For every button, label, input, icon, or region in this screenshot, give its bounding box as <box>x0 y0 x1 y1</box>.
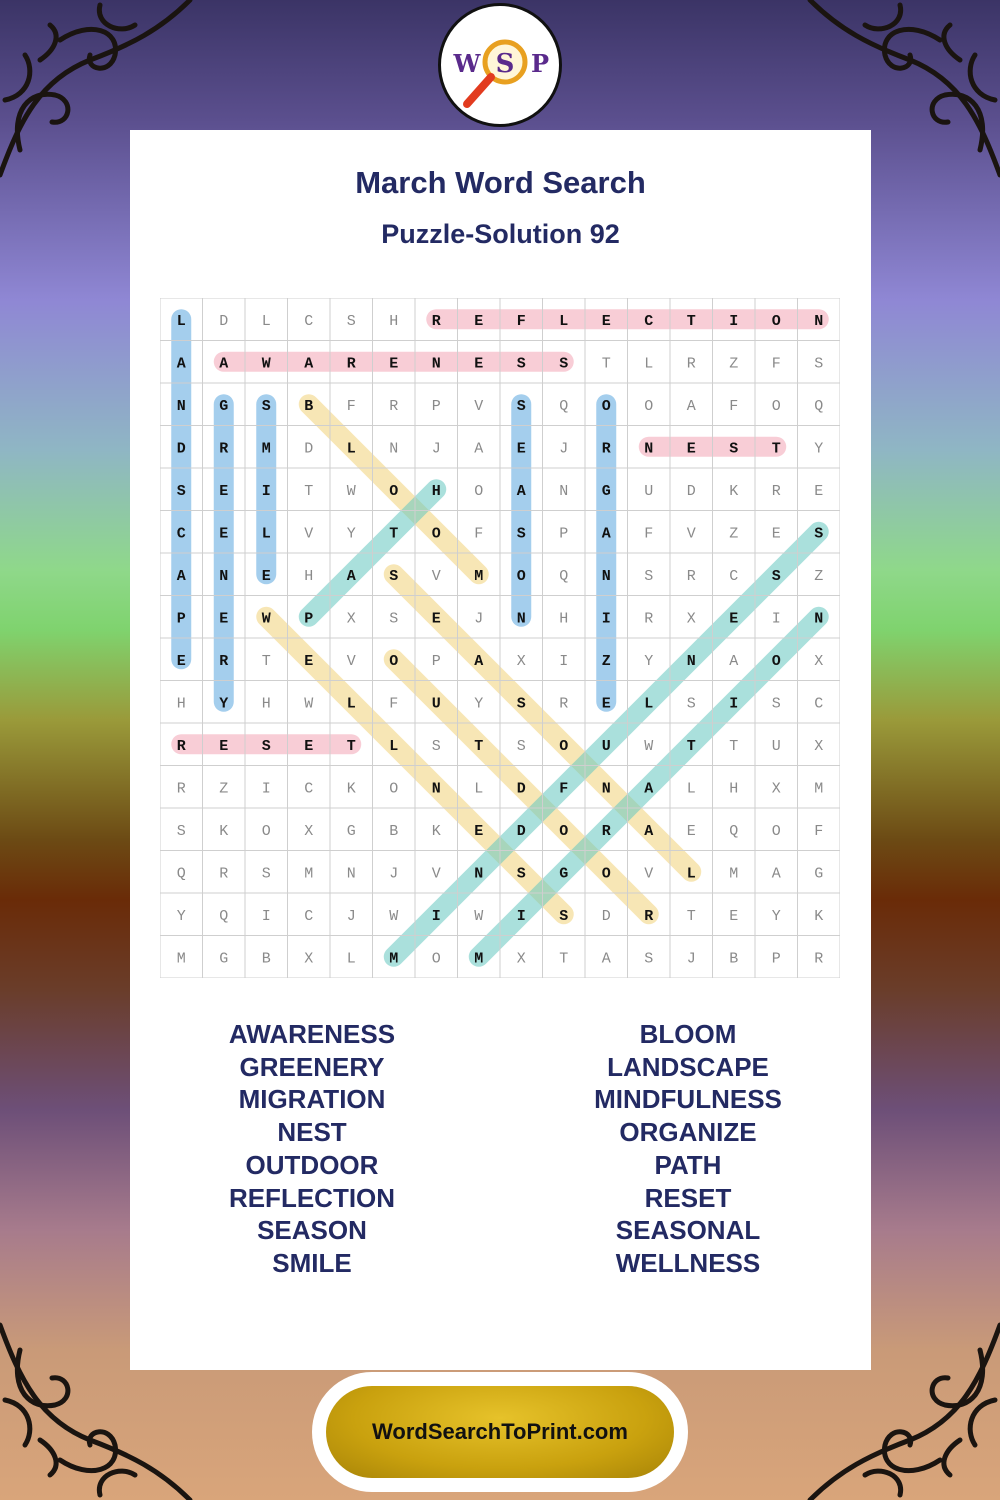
grid-cell[interactable]: S <box>176 822 186 840</box>
grid-cell[interactable]: X <box>516 950 526 968</box>
grid-cell[interactable]: X <box>771 780 781 798</box>
grid-cell[interactable]: J <box>686 950 696 968</box>
grid-cell[interactable]: N <box>644 440 654 458</box>
grid-cell[interactable]: E <box>304 652 314 670</box>
grid-cell[interactable]: O <box>771 652 781 670</box>
logo-letter-w: W <box>453 49 481 78</box>
word-list-item: MIGRATION <box>238 1084 386 1115</box>
grid-cell[interactable]: S <box>814 355 824 373</box>
grid-cell[interactable]: A <box>601 525 611 543</box>
grid-cell[interactable]: F <box>644 525 654 543</box>
grid-cell[interactable]: E <box>601 695 611 713</box>
grid-cell[interactable]: E <box>771 525 781 543</box>
grid-cell[interactable]: S <box>261 865 271 883</box>
word-list-right <box>503 1018 873 1280</box>
grid-cell[interactable]: A <box>219 355 229 373</box>
grid-cell[interactable]: N <box>431 355 441 373</box>
grid-cell[interactable]: U <box>771 737 781 755</box>
grid-cell[interactable]: M <box>729 865 739 883</box>
grid-cell[interactable]: X <box>686 610 696 628</box>
grid-cell[interactable]: F <box>389 695 399 713</box>
grid-cell[interactable]: E <box>304 737 314 755</box>
grid-cell[interactable]: N <box>814 610 824 628</box>
grid-cell[interactable]: S <box>516 355 526 373</box>
grid-cell[interactable]: N <box>176 397 186 415</box>
grid-cell[interactable]: Q <box>814 397 824 415</box>
grid-cell[interactable]: A <box>474 440 484 458</box>
grid-cell[interactable]: L <box>644 355 654 373</box>
grid-cell[interactable]: L <box>346 950 356 968</box>
grid-cell[interactable]: M <box>474 567 484 585</box>
page-title: March Word Search <box>355 165 646 200</box>
grid-cell[interactable]: M <box>176 950 186 968</box>
grid-cell[interactable]: R <box>601 822 611 840</box>
word-search-grid <box>160 298 840 978</box>
word-list-item: REFLECTION <box>228 1182 396 1213</box>
grid-cell[interactable]: O <box>474 482 484 500</box>
grid-cell[interactable]: R <box>644 610 654 628</box>
grid-cell[interactable]: A <box>644 822 654 840</box>
grid-cell[interactable]: S <box>559 907 569 925</box>
grid-svg <box>160 298 840 978</box>
grid-cell[interactable]: V <box>304 525 314 543</box>
grid-cell[interactable]: L <box>261 525 271 543</box>
grid-cell[interactable]: N <box>601 780 611 798</box>
grid-cell[interactable]: Y <box>176 907 186 925</box>
grid-cell[interactable]: F <box>814 822 824 840</box>
grid-cell[interactable]: X <box>814 737 824 755</box>
grid-cell[interactable]: O <box>261 822 271 840</box>
grid-cell[interactable]: Z <box>814 567 824 585</box>
grid-cell[interactable]: Z <box>219 780 229 798</box>
grid-cell[interactable]: A <box>771 865 781 883</box>
site-link-text: WordSearchToPrint.com <box>372 1419 628 1444</box>
grid-cell[interactable]: E <box>219 482 229 500</box>
grid-cell[interactable]: J <box>346 907 356 925</box>
grid-cell[interactable]: X <box>304 950 314 968</box>
grid-cell[interactable]: L <box>644 695 654 713</box>
grid-cell[interactable]: S <box>814 525 824 543</box>
grid-cell[interactable]: T <box>686 312 696 330</box>
grid-cell[interactable]: M <box>261 440 271 458</box>
grid-cell[interactable]: C <box>304 907 314 925</box>
grid-cell[interactable]: Q <box>176 865 186 883</box>
grid-cell[interactable]: T <box>304 482 314 500</box>
grid-cell[interactable]: P <box>431 652 441 670</box>
grid-cell[interactable]: D <box>304 440 314 458</box>
grid-cell[interactable]: X <box>346 610 356 628</box>
grid-cell[interactable]: Q <box>559 397 569 415</box>
grid-cell[interactable]: R <box>686 567 696 585</box>
grid-cell[interactable]: A <box>346 567 356 585</box>
grid-cell[interactable]: O <box>431 525 441 543</box>
word-list-item: NEST <box>277 1117 347 1148</box>
grid-cell[interactable]: O <box>389 652 399 670</box>
grid-cell[interactable]: X <box>814 652 824 670</box>
grid-cell[interactable]: T <box>474 737 484 755</box>
grid-cell[interactable]: S <box>516 397 526 415</box>
grid-cell[interactable]: R <box>601 440 611 458</box>
grid-cell[interactable]: A <box>601 950 611 968</box>
grid-cell[interactable]: K <box>729 482 739 500</box>
grid-cell[interactable]: E <box>261 567 271 585</box>
grid-cell[interactable]: O <box>431 950 441 968</box>
grid-cell[interactable]: Y <box>346 525 356 543</box>
grid-cell[interactable]: Q <box>219 907 229 925</box>
grid-cell[interactable]: A <box>176 567 186 585</box>
grid-cell[interactable]: E <box>474 355 484 373</box>
grid-cell[interactable]: M <box>304 865 314 883</box>
grid-cell[interactable]: O <box>516 567 526 585</box>
grid-cell[interactable]: S <box>261 737 271 755</box>
grid-cell[interactable]: E <box>686 822 696 840</box>
grid-cell[interactable]: N <box>686 652 696 670</box>
grid-cell[interactable]: L <box>559 312 569 330</box>
grid-cell[interactable]: Q <box>729 822 739 840</box>
grid-cell[interactable]: I <box>261 482 271 500</box>
grid-cell[interactable]: G <box>219 950 229 968</box>
grid-cell[interactable]: J <box>389 865 399 883</box>
word-list-item: BLOOM <box>639 1019 737 1049</box>
grid-cell[interactable]: E <box>474 822 484 840</box>
word-list-item: SEASON <box>257 1215 367 1246</box>
page-subtitle: Puzzle-Solution 92 <box>381 219 620 249</box>
grid-cell[interactable]: O <box>559 822 569 840</box>
grid-cell[interactable]: H <box>261 695 271 713</box>
grid-cell[interactable]: N <box>516 610 526 628</box>
grid-cell[interactable]: L <box>346 695 356 713</box>
grid-cell[interactable]: F <box>516 312 526 330</box>
grid-cell[interactable]: A <box>729 652 739 670</box>
grid-cell[interactable]: N <box>814 312 824 330</box>
grid-cell[interactable]: A <box>516 482 526 500</box>
grid-cell[interactable]: U <box>601 737 611 755</box>
grid-cell[interactable]: S <box>644 567 654 585</box>
grid-cell[interactable]: I <box>601 610 611 628</box>
grid-cell[interactable]: H <box>729 780 739 798</box>
word-list-item: SMILE <box>272 1247 352 1278</box>
grid-cell[interactable]: N <box>431 780 441 798</box>
grid-cell[interactable]: M <box>474 950 484 968</box>
grid-cell[interactable]: T <box>346 737 356 755</box>
grid-cell[interactable]: Z <box>729 525 739 543</box>
grid-cell[interactable]: Q <box>559 567 569 585</box>
grid-cell[interactable]: Y <box>644 652 654 670</box>
grid-cell[interactable]: S <box>346 312 356 330</box>
grid-cell[interactable]: K <box>814 907 824 925</box>
grid-cell[interactable]: R <box>389 397 399 415</box>
grid-cell[interactable]: B <box>389 822 399 840</box>
grid-cell[interactable]: A <box>686 397 696 415</box>
grid-cell[interactable]: D <box>176 440 186 458</box>
grid-cell[interactable]: O <box>389 482 399 500</box>
grid-cell[interactable]: G <box>601 482 611 500</box>
grid-cell[interactable]: B <box>261 950 271 968</box>
grid-cell[interactable]: E <box>219 737 229 755</box>
grid-cell[interactable]: S <box>686 695 696 713</box>
grid-cell[interactable]: F <box>771 355 781 373</box>
grid-cell[interactable]: S <box>389 610 399 628</box>
grid-cell[interactable]: S <box>771 695 781 713</box>
grid-cell[interactable]: R <box>686 355 696 373</box>
grid-cell[interactable]: T <box>261 652 271 670</box>
grid-cell[interactable]: P <box>176 610 186 628</box>
grid-cell[interactable]: P <box>771 950 781 968</box>
grid-cell[interactable]: R <box>219 865 229 883</box>
grid-cell[interactable]: I <box>261 907 271 925</box>
grid-cell[interactable]: R <box>346 355 356 373</box>
grid-cell[interactable]: V <box>474 397 484 415</box>
grid-cell[interactable]: E <box>176 652 186 670</box>
grid-cell[interactable]: F <box>559 780 569 798</box>
grid-cell[interactable]: O <box>771 397 781 415</box>
grid-cell[interactable]: J <box>474 610 484 628</box>
grid-cell[interactable]: I <box>729 312 739 330</box>
grid-cell[interactable]: V <box>686 525 696 543</box>
grid-cell[interactable]: K <box>431 822 441 840</box>
grid-cell[interactable]: O <box>559 737 569 755</box>
grid-cell[interactable]: H <box>559 610 569 628</box>
grid-cell[interactable]: M <box>389 950 399 968</box>
grid-cell[interactable]: D <box>219 312 229 330</box>
word-list-item: WELLNESS <box>615 1247 761 1278</box>
grid-cell[interactable]: U <box>431 695 441 713</box>
grid-cell[interactable]: H <box>304 567 314 585</box>
grid-cell[interactable]: X <box>304 822 314 840</box>
grid-cell[interactable]: R <box>219 652 229 670</box>
grid-cell[interactable]: O <box>771 822 781 840</box>
grid-cell[interactable]: C <box>644 312 654 330</box>
grid-cell[interactable]: W <box>346 482 356 500</box>
grid-cell[interactable]: F <box>346 397 356 415</box>
grid-cell[interactable]: I <box>516 907 526 925</box>
grid-cell[interactable]: S <box>176 482 186 500</box>
word-list-item: OUTDOOR <box>245 1149 379 1180</box>
grid-cell[interactable]: O <box>601 397 611 415</box>
grid-cell[interactable]: I <box>431 907 441 925</box>
grid-cell[interactable]: Y <box>814 440 824 458</box>
logo-letter-s: S <box>495 49 515 79</box>
grid-cell[interactable]: M <box>814 780 824 798</box>
grid-cell[interactable]: O <box>644 397 654 415</box>
grid-cell[interactable]: C <box>729 567 739 585</box>
grid-cell[interactable]: V <box>644 865 654 883</box>
puzzle-card <box>130 130 871 1370</box>
grid-cell[interactable]: E <box>729 610 739 628</box>
grid-cell[interactable]: A <box>304 355 314 373</box>
grid-cell[interactable]: I <box>261 780 271 798</box>
word-list-item: LANDSCAPE <box>607 1051 769 1082</box>
magnifier-icon <box>441 6 559 124</box>
grid-cell[interactable]: C <box>814 695 824 713</box>
grid-cell[interactable]: E <box>389 355 399 373</box>
grid-cell[interactable]: G <box>219 397 229 415</box>
grid-cell[interactable]: O <box>601 865 611 883</box>
grid-cell[interactable]: J <box>559 440 569 458</box>
grid-cell[interactable]: T <box>559 950 569 968</box>
site-link-button[interactable] <box>326 1386 674 1478</box>
grid-cell[interactable]: W <box>261 355 271 373</box>
grid-cell[interactable]: B <box>304 397 314 415</box>
grid-cell[interactable]: A <box>644 780 654 798</box>
grid-cell[interactable]: E <box>729 907 739 925</box>
word-list-item: MINDFULNESS <box>594 1084 782 1115</box>
grid-cell[interactable]: S <box>516 525 526 543</box>
grid-cell[interactable]: W <box>644 737 654 755</box>
grid-cell[interactable]: S <box>559 355 569 373</box>
grid-cell[interactable]: W <box>304 695 314 713</box>
grid-cell[interactable]: T <box>686 737 696 755</box>
site-logo[interactable] <box>438 3 562 127</box>
grid-cell[interactable]: S <box>644 950 654 968</box>
grid-cell[interactable]: L <box>176 312 186 330</box>
grid-cell[interactable]: V <box>346 652 356 670</box>
grid-cell[interactable]: R <box>771 482 781 500</box>
grid-cell[interactable]: S <box>431 737 441 755</box>
grid-cell[interactable]: P <box>431 397 441 415</box>
grid-cell[interactable]: A <box>474 652 484 670</box>
grid-cell[interactable]: X <box>516 652 526 670</box>
grid-cell[interactable]: R <box>176 780 186 798</box>
grid-cell[interactable]: R <box>176 737 186 755</box>
grid-cell[interactable]: N <box>219 567 229 585</box>
grid-cell[interactable]: V <box>431 865 441 883</box>
grid-cell[interactable]: L <box>474 780 484 798</box>
grid-cell[interactable]: S <box>516 865 526 883</box>
grid-cell[interactable]: D <box>601 907 611 925</box>
grid-cell[interactable]: S <box>771 567 781 585</box>
word-list-item: SEASONAL <box>615 1215 761 1246</box>
grid-cell[interactable]: I <box>729 695 739 713</box>
logo-letter-p: P <box>530 49 550 78</box>
grid-cell[interactable]: T <box>601 355 611 373</box>
grid-cell[interactable]: C <box>304 312 314 330</box>
grid-cell[interactable]: S <box>516 737 526 755</box>
grid-cell[interactable]: S <box>261 397 271 415</box>
grid-cell[interactable]: D <box>686 482 696 500</box>
grid-cell[interactable]: Y <box>771 907 781 925</box>
grid-cell[interactable]: H <box>389 312 399 330</box>
grid-cell[interactable]: L <box>346 440 356 458</box>
grid-cell[interactable]: D <box>516 822 526 840</box>
grid-cell[interactable]: T <box>729 737 739 755</box>
grid-cell[interactable]: I <box>771 610 781 628</box>
grid-cell[interactable]: V <box>431 567 441 585</box>
grid-cell[interactable]: E <box>219 610 229 628</box>
grid-cell[interactable]: E <box>601 312 611 330</box>
grid-cell[interactable]: N <box>601 567 611 585</box>
grid-cell[interactable]: E <box>474 312 484 330</box>
word-list-item: PATH <box>654 1149 722 1180</box>
grid-cell[interactable]: E <box>686 440 696 458</box>
grid-cell[interactable]: Y <box>219 695 229 713</box>
grid-cell[interactable]: P <box>304 610 314 628</box>
grid-cell[interactable]: R <box>814 950 824 968</box>
grid-cell[interactable]: Z <box>601 652 611 670</box>
grid-cell[interactable]: N <box>346 865 356 883</box>
grid-cell[interactable]: L <box>686 865 696 883</box>
grid-cell[interactable]: L <box>261 312 271 330</box>
grid-cell[interactable]: E <box>516 440 526 458</box>
grid-cell[interactable]: C <box>304 780 314 798</box>
grid-cell[interactable]: E <box>431 610 441 628</box>
grid-cell[interactable]: S <box>389 567 399 585</box>
grid-cell[interactable]: W <box>474 907 484 925</box>
grid-cell[interactable]: L <box>686 780 696 798</box>
grid-cell[interactable]: W <box>261 610 271 628</box>
grid-cell[interactable]: R <box>431 312 441 330</box>
word-list-left <box>127 1018 497 1280</box>
grid-cell[interactable]: L <box>389 737 399 755</box>
grid-cell[interactable]: H <box>431 482 441 500</box>
grid-cell[interactable]: F <box>474 525 484 543</box>
grid-cell[interactable]: O <box>771 312 781 330</box>
grid-cell[interactable]: F <box>729 397 739 415</box>
grid-cell[interactable]: Y <box>474 695 484 713</box>
grid-cell[interactable]: E <box>219 525 229 543</box>
grid-cell[interactable]: G <box>814 865 824 883</box>
grid-cell[interactable]: C <box>176 525 186 543</box>
grid-cell[interactable]: S <box>729 440 739 458</box>
grid-cell[interactable]: K <box>346 780 356 798</box>
grid-cell[interactable]: N <box>559 482 569 500</box>
grid-cell[interactable]: G <box>559 865 569 883</box>
grid-cell[interactable]: D <box>516 780 526 798</box>
word-list-item: GREENERY <box>239 1051 385 1082</box>
grid-cell[interactable]: G <box>346 822 356 840</box>
grid-cell[interactable]: P <box>559 525 569 543</box>
grid-cell[interactable]: R <box>559 695 569 713</box>
grid-cell[interactable]: T <box>771 440 781 458</box>
word-list-item: AWARENESS <box>228 1019 396 1049</box>
grid-cell[interactable]: O <box>389 780 399 798</box>
grid-cell[interactable]: R <box>644 907 654 925</box>
grid-cell[interactable]: I <box>559 652 569 670</box>
grid-cell[interactable]: E <box>814 482 824 500</box>
grid-cell[interactable]: K <box>219 822 229 840</box>
grid-cell[interactable]: Z <box>729 355 739 373</box>
grid-cell[interactable]: T <box>389 525 399 543</box>
grid-cell[interactable]: H <box>176 695 186 713</box>
grid-cell[interactable]: T <box>686 907 696 925</box>
word-list-item: ORGANIZE <box>619 1117 757 1148</box>
grid-cell[interactable]: B <box>729 950 739 968</box>
grid-cell[interactable]: U <box>644 482 654 500</box>
grid-cell[interactable]: W <box>389 907 399 925</box>
grid-cell[interactable]: S <box>516 695 526 713</box>
grid-cell[interactable]: N <box>389 440 399 458</box>
grid-cell[interactable]: J <box>431 440 441 458</box>
word-list-item: RESET <box>644 1182 732 1213</box>
grid-cell[interactable]: R <box>219 440 229 458</box>
grid-cell[interactable]: N <box>474 865 484 883</box>
grid-cell[interactable]: A <box>176 355 186 373</box>
